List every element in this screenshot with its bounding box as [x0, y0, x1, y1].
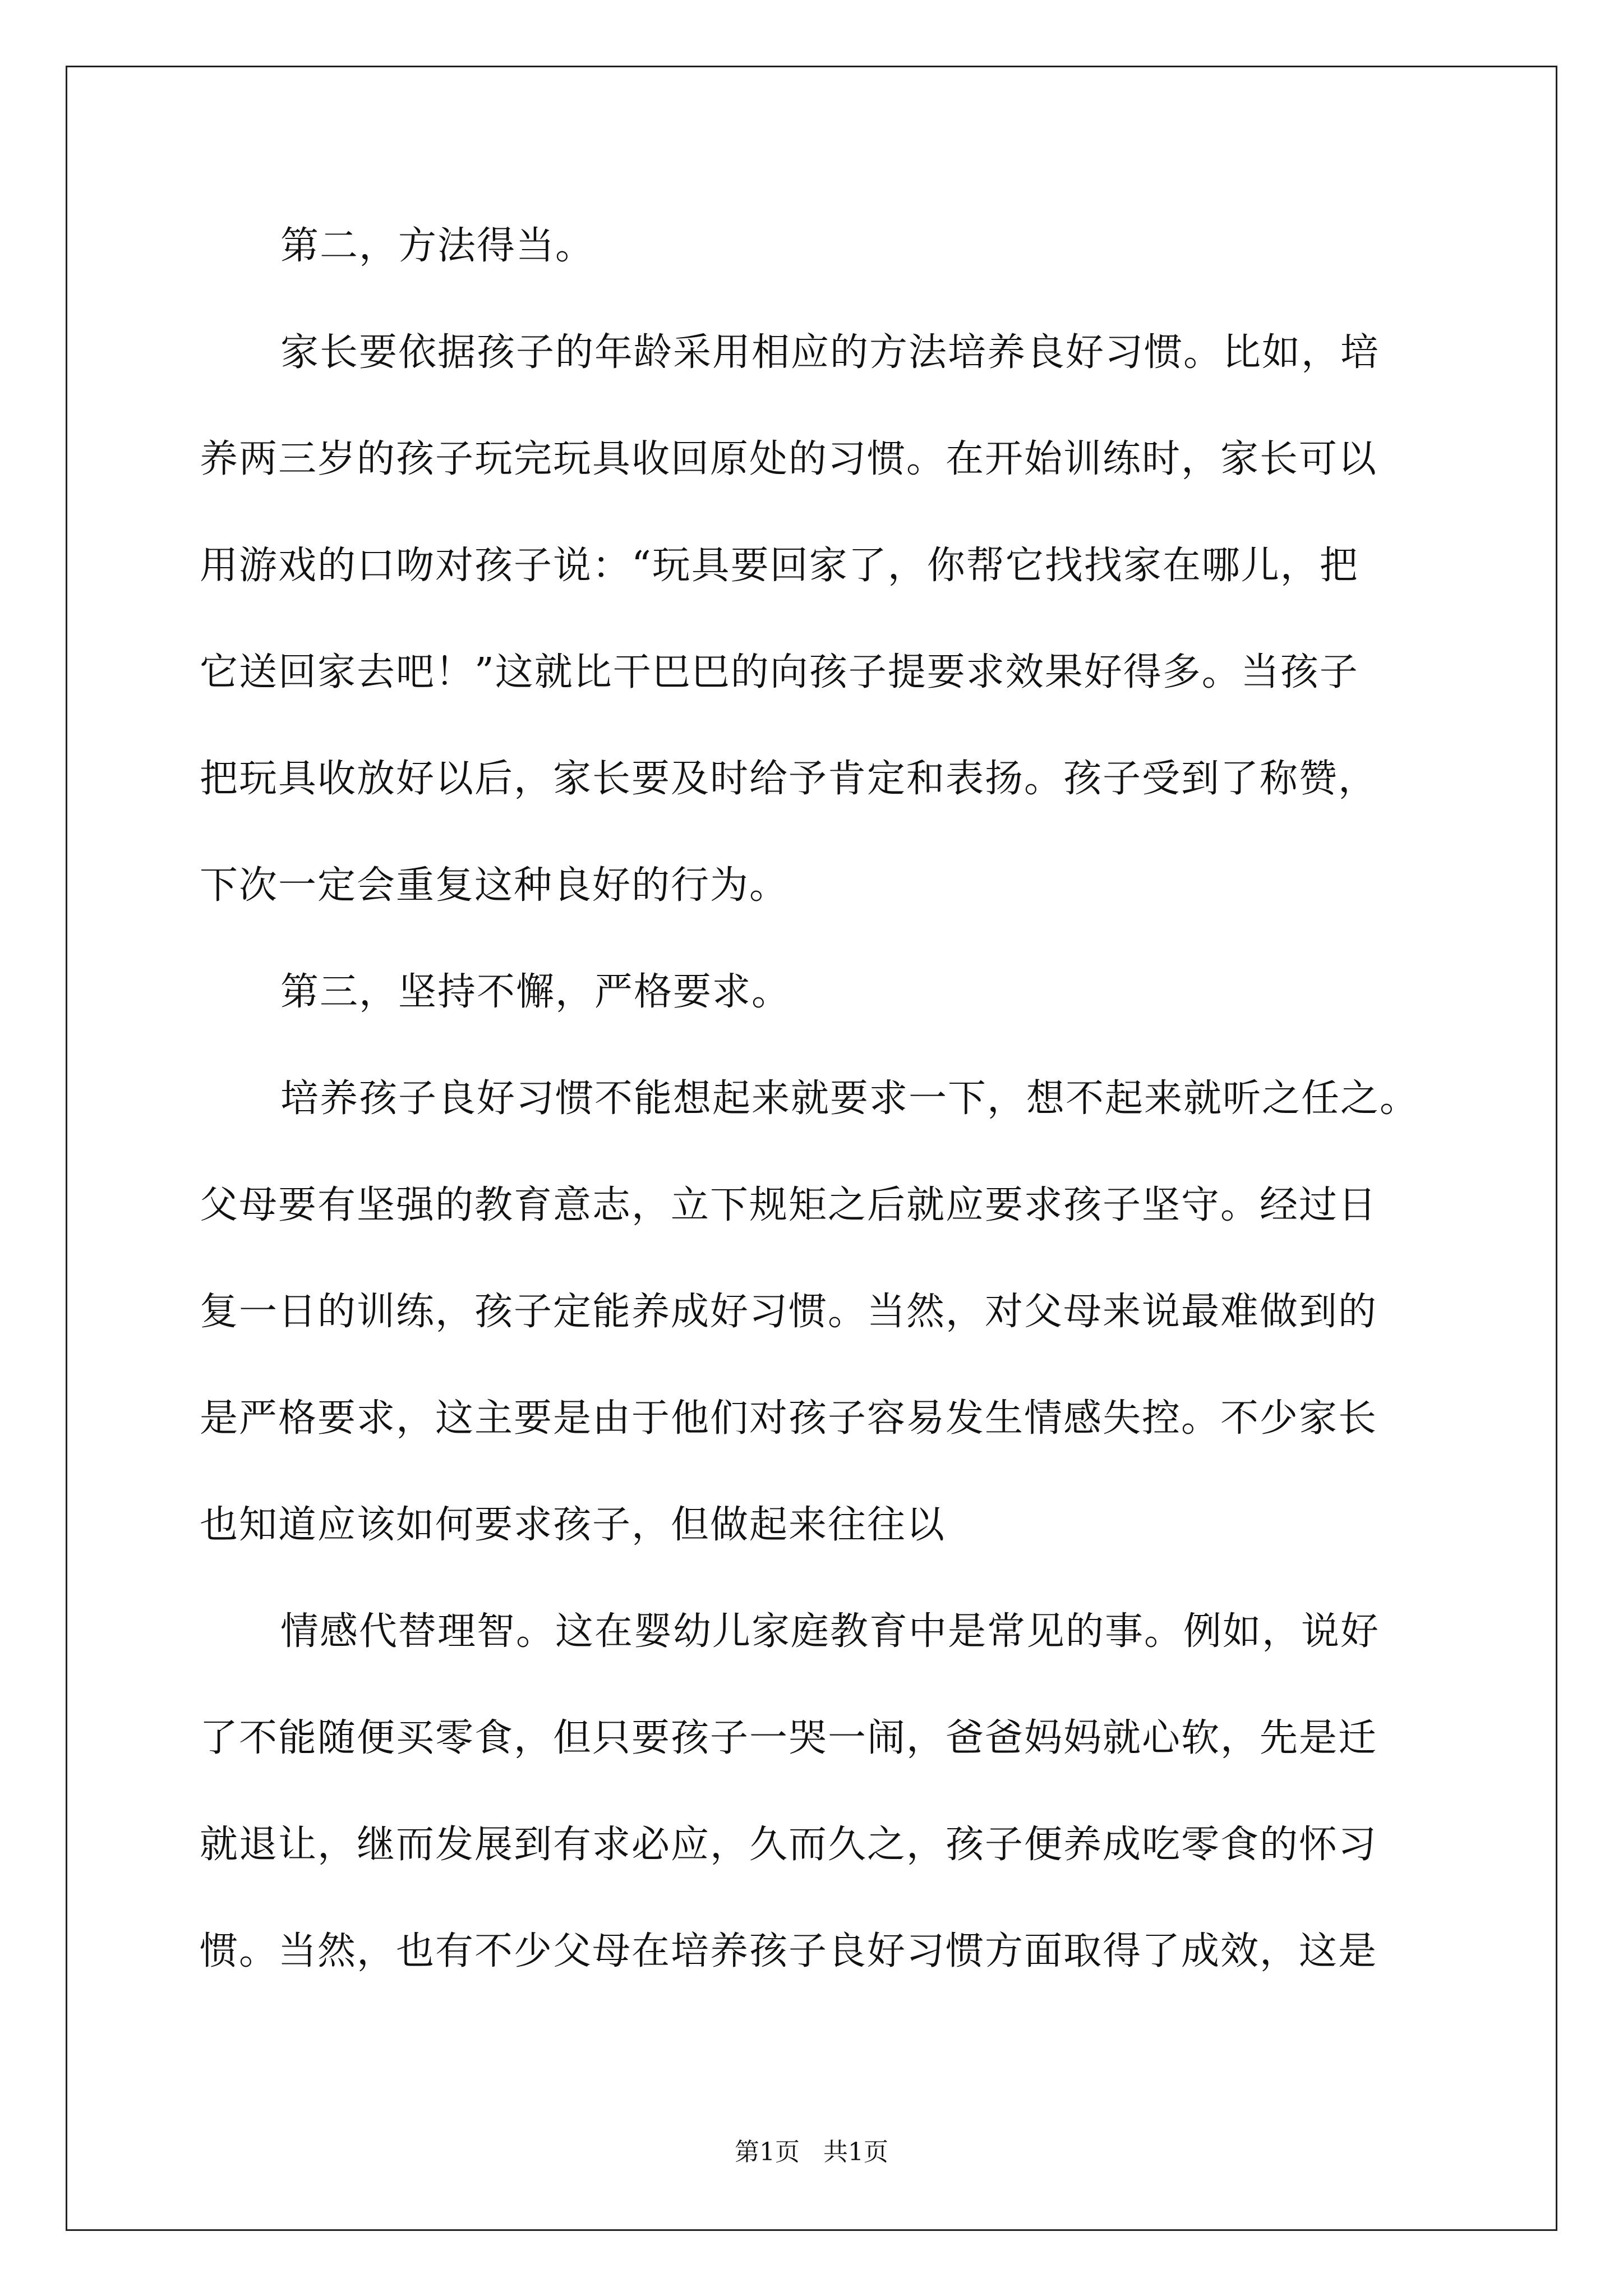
text-line: 用游戏的口吻对孩子说：“玩具要回家了，你帮它找找家在哪儿，把: [200, 544, 1359, 588]
text-line: 第二，方法得当。: [280, 224, 595, 268]
text-line: 把玩具收放好以后，家长要及时给予肯定和表扬。孩子受到了称赞，: [200, 757, 1378, 801]
page-border: [66, 66, 1557, 2231]
text-line: 第三，坚持不懈，严格要求。: [280, 970, 791, 1014]
text-line: 惯。当然，也有不少父母在培养孩子良好习惯方面取得了成效，这是: [200, 1929, 1378, 1973]
page-total: 共1页: [823, 2138, 888, 2166]
text-line: 家长要依据孩子的年龄采用相应的方法培养良好习惯。比如，培: [280, 330, 1380, 375]
text-line: 情感代替理智。这在婴幼儿家庭教育中是常见的事。例如，说好: [280, 1609, 1380, 1654]
text-line: 就退让，继而发展到有求必应，久而久之，孩子便养成吃零食的怀习: [200, 1823, 1378, 1867]
text-line: 下次一定会重复这种良好的行为。: [200, 863, 789, 908]
text-line: 它送回家去吧！”这就比干巴巴的向孩子提要求效果好得多。当孩子: [200, 650, 1359, 694]
page-number: 第1页: [735, 2138, 800, 2166]
text-line: 培养孩子良好习惯不能想起来就要求一下，想不起来就听之任之。: [280, 1076, 1419, 1121]
page-footer: [0, 2132, 1623, 2168]
text-line: 也知道应该如何要求孩子，但做起来往往以: [200, 1503, 946, 1547]
text-line: 父母要有坚强的教育意志，立下规矩之后就应要求孩子坚守。经过日: [200, 1183, 1378, 1227]
text-line: 了不能随便买零食，但只要孩子一哭一闹，爸爸妈妈就心软，先是迁: [200, 1716, 1378, 1760]
text-line: 复一日的训练，孩子定能养成好习惯。当然，对父母来说最难做到的: [200, 1290, 1378, 1334]
text-line: 养两三岁的孩子玩完玩具收回原处的习惯。在开始训练时，家长可以: [200, 437, 1378, 481]
text-line: 是严格要求，这主要是由于他们对孩子容易发生情感失控。不少家长: [200, 1396, 1378, 1441]
